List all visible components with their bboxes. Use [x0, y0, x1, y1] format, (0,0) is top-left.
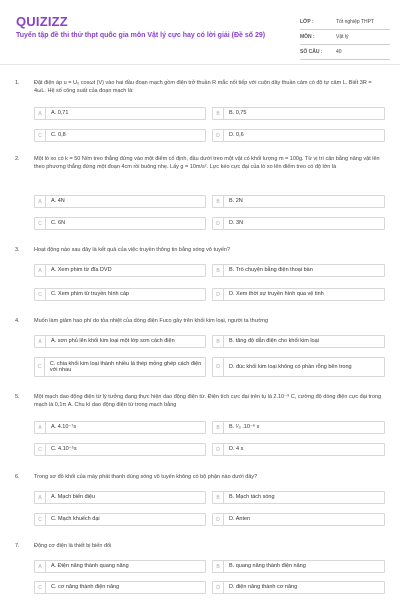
option-d[interactable] — [212, 443, 385, 456]
option-d[interactable] — [212, 129, 385, 142]
option-text: D. điện năng thành cơ năng — [229, 584, 298, 591]
option-text: B. Mạch tách sóng — [229, 494, 275, 501]
option-letter: C — [35, 289, 46, 300]
option-text: D. Xem thời sự truyền hình qua vệ tinh — [229, 291, 324, 298]
option-text: D. 0,6 — [229, 132, 244, 139]
option-text: A. 4.10⁻⁷s — [51, 424, 77, 431]
option-letter: C — [35, 218, 46, 229]
option-text: C. chia khối kim loại thành nhiều lá thép mỏng ghép cách điện với nhau — [49, 360, 202, 373]
meta-row-count — [300, 45, 390, 60]
option-b[interactable] — [212, 264, 385, 277]
option-c[interactable] — [34, 288, 206, 301]
question-text: Một lò xo có k = 50 N/m treo thẳng đứng vào một điểm cố định, đầu dưới treo một vật có khối lượng m = 100g. Từ vị trí cân bằng nâng vật lên theo phương thẳng đứng một đoạn 4cm rồi buông nhẹ. Lấy g = 10m/s². Lực kéo cực đại của lò xo lên điểm treo có độ lớn là — [34, 156, 380, 170]
meta-row-subject — [300, 30, 390, 45]
quizizz-logo: QUIZIZZ — [16, 14, 68, 29]
meta-key: LỚP : — [300, 19, 314, 25]
option-letter: C — [35, 582, 46, 593]
option-a[interactable] — [34, 560, 206, 573]
option-letter: D — [213, 289, 224, 300]
option-letter: B — [213, 561, 224, 572]
option-b[interactable] — [212, 491, 385, 504]
option-letter: A — [35, 492, 46, 503]
option-letter: D — [213, 444, 224, 455]
option-c[interactable] — [34, 357, 206, 377]
option-b[interactable] — [212, 107, 385, 120]
option-b[interactable] — [212, 195, 385, 208]
option-text: C. cơ năng thành điện năng — [51, 584, 120, 591]
meta-key: MÔN : — [300, 34, 315, 40]
option-b[interactable] — [212, 421, 385, 434]
option-text: C. Xem phim từ truyền hình cáp — [51, 291, 129, 298]
meta-table — [300, 15, 390, 60]
option-c[interactable] — [34, 129, 206, 142]
option-d[interactable] — [212, 217, 385, 230]
option-letter: D — [213, 582, 224, 593]
option-text: B. quang năng thành điện năng — [229, 563, 306, 570]
option-letter: A — [35, 422, 46, 433]
meta-value: Vật lý — [336, 34, 349, 40]
option-text: B. ¹⁄₃ .10⁻⁶ s — [229, 424, 260, 431]
option-letter: A — [35, 561, 46, 572]
option-letter: C — [35, 444, 46, 455]
question-number: 1. — [15, 80, 20, 86]
option-letter: B — [213, 422, 224, 433]
option-text: B. tăng độ dẫn điện cho khối kim loại — [229, 338, 319, 345]
option-letter: B — [213, 336, 224, 347]
option-text: A. Xem phim từ đĩa DVD — [51, 267, 112, 274]
question-text: Động cơ điện là thiết bị biến đổi — [34, 543, 112, 549]
option-letter: A — [35, 196, 46, 207]
option-text: C. 0,8 — [51, 132, 66, 139]
question-text: Một mạch dao động điện từ lý tưởng đang thực hiện dao động điện từ. Điện tích cực đại trên tụ là 2.10⁻⁹ C, cường độ dòng điện cực đại trong mạch là 0,1π A. Chu kì dao động điện từ trong mạch bằng — [34, 394, 382, 408]
option-d[interactable] — [212, 288, 385, 301]
option-c[interactable] — [34, 513, 206, 526]
option-a[interactable] — [34, 421, 206, 434]
option-letter: D — [213, 514, 224, 525]
option-letter: B — [213, 196, 224, 207]
question-number: 3. — [15, 247, 20, 253]
option-text: A. Điện năng thành quang năng — [51, 563, 129, 570]
question-number: 7. — [15, 543, 20, 549]
option-a[interactable] — [34, 195, 206, 208]
option-letter: A — [35, 265, 46, 276]
option-letter: C — [35, 130, 46, 141]
option-c[interactable] — [34, 581, 206, 594]
option-b[interactable] — [212, 560, 385, 573]
option-a[interactable] — [34, 491, 206, 504]
question-number: 2. — [15, 156, 20, 162]
header-divider — [0, 64, 400, 65]
option-d[interactable] — [212, 357, 385, 377]
option-a[interactable] — [34, 107, 206, 120]
question-text: Hoạt động nào sau đây là kết quả của việc truyền thông tin bằng sóng vô tuyến? — [34, 247, 230, 253]
option-text: D. đúc khối kim loại không có phần rỗng bên trong — [229, 363, 352, 370]
option-letter: C — [35, 514, 46, 525]
option-letter: D — [213, 358, 224, 376]
option-d[interactable] — [212, 513, 385, 526]
option-letter: B — [213, 108, 224, 119]
option-text: A. 4N — [51, 198, 65, 205]
option-letter: B — [213, 265, 224, 276]
option-letter: C — [35, 358, 45, 376]
meta-key: SỐ CÂU : — [300, 49, 323, 55]
meta-value: 40 — [336, 49, 342, 55]
document-title: Tuyển tập đề thi thử thpt quốc gia môn Vật lý cực hay có lời giải (Đề số 29) — [16, 32, 266, 39]
meta-value: Tốt nghiệp THPT — [336, 19, 374, 25]
option-c[interactable] — [34, 217, 206, 230]
option-text: B. Trò chuyện bằng điện thoại bàn — [229, 267, 313, 274]
option-text: C. 6N — [51, 220, 66, 227]
question-text: Đặt điện áp u = U₀ cosωt (V) vào hai đầu đoạn mạch gồm điện trở thuần R mắc nối tiếp với cuộn dây thuần cảm có độ tự cảm L. Biết 3R = 4ωL. Hệ số công suất của đoạn mạch là: — [34, 80, 372, 94]
option-c[interactable] — [34, 443, 206, 456]
option-a[interactable] — [34, 264, 206, 277]
option-text: D. 3N — [229, 220, 244, 227]
option-d[interactable] — [212, 581, 385, 594]
option-letter: A — [35, 336, 46, 347]
option-text: A. sơn phủ lên khối kim loại một lớp sơn cách điện — [51, 338, 175, 345]
option-text: B. 2N — [229, 198, 243, 205]
question-number: 5. — [15, 394, 20, 400]
question-text: Muốn làm giảm hao phí do tỏa nhiệt của dòng điện Fuco gây trên khối kim loại, người ta thường — [34, 318, 269, 324]
question-text: Trong sơ đồ khối của máy phát thanh dùng sóng vô tuyến không có bộ phận nào dưới đây? — [34, 474, 258, 480]
question-number: 4. — [15, 318, 20, 324]
option-letter: B — [213, 492, 224, 503]
option-letter: D — [213, 130, 224, 141]
option-text: A. 0,71 — [51, 110, 69, 117]
option-text: A. Mạch biến điệu — [51, 494, 96, 501]
option-text: B. 0,75 — [229, 110, 247, 117]
question-number: 6. — [15, 474, 20, 480]
option-letter: D — [213, 218, 224, 229]
option-text: D. 4 s — [229, 446, 244, 453]
option-text: C. 4.10⁻⁵s — [51, 446, 77, 453]
option-text: C. Mạch khuếch đại — [51, 516, 100, 523]
meta-row-class — [300, 15, 390, 30]
option-text: D. Anten — [229, 516, 251, 523]
option-a[interactable] — [34, 335, 206, 348]
option-b[interactable] — [212, 335, 385, 348]
option-letter: A — [35, 108, 46, 119]
